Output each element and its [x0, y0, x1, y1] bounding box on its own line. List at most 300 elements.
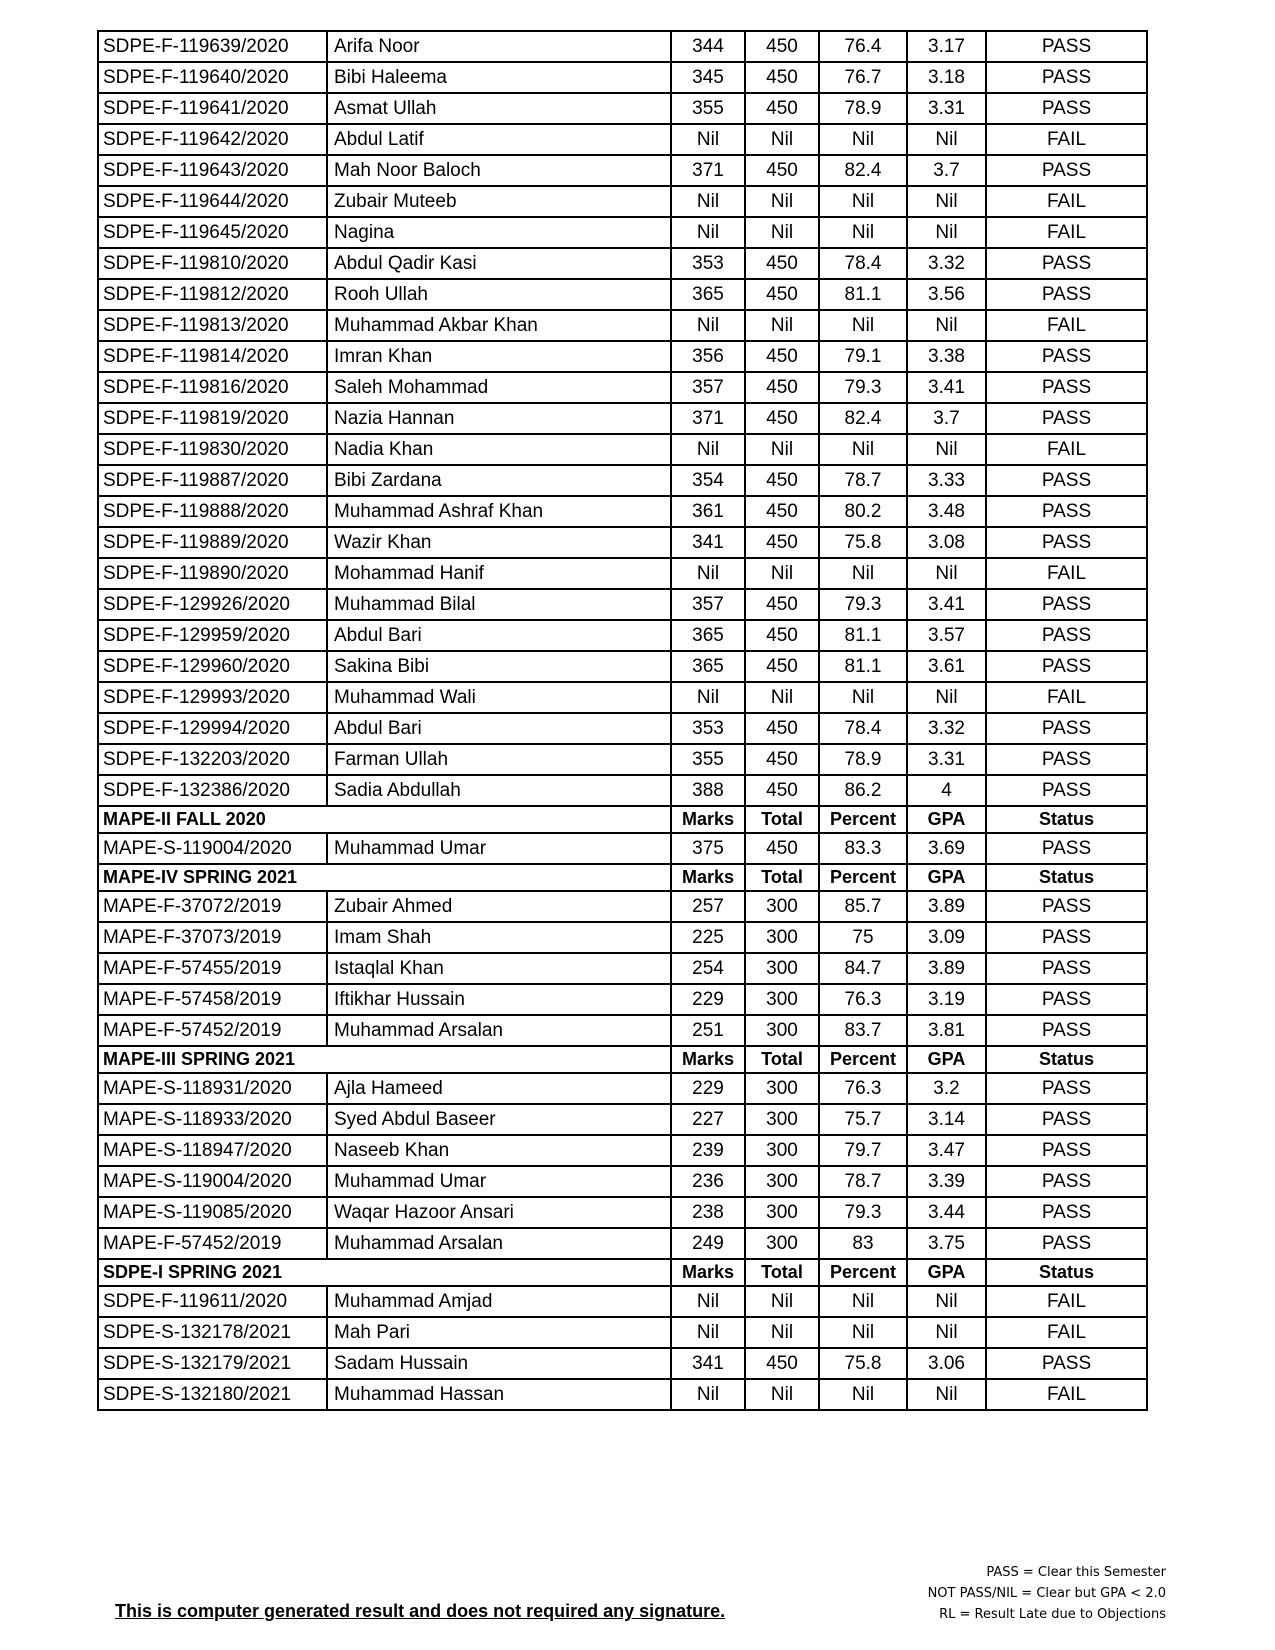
status-cell: PASS — [986, 1228, 1147, 1259]
student-name-cell: Farman Ullah — [327, 744, 671, 775]
registration-cell: SDPE-F-132386/2020 — [98, 775, 327, 806]
gpa-cell: Nil — [907, 124, 986, 155]
student-name-cell: Nagina — [327, 217, 671, 248]
gpa-cell: 3.31 — [907, 744, 986, 775]
total-cell: 450 — [745, 620, 819, 651]
total-cell: 300 — [745, 984, 819, 1015]
student-name-cell: Naseeb Khan — [327, 1135, 671, 1166]
student-name-cell: Muhammad Arsalan — [327, 1228, 671, 1259]
percent-cell: 81.1 — [819, 620, 907, 651]
gpa-cell: 3.08 — [907, 527, 986, 558]
registration-cell: SDPE-F-119888/2020 — [98, 496, 327, 527]
percent-cell: 84.7 — [819, 953, 907, 984]
registration-cell: MAPE-S-118947/2020 — [98, 1135, 327, 1166]
percent-cell: 76.7 — [819, 62, 907, 93]
total-cell: Nil — [745, 186, 819, 217]
gpa-cell: 3.39 — [907, 1166, 986, 1197]
total-cell: 450 — [745, 713, 819, 744]
percent-cell: 80.2 — [819, 496, 907, 527]
registration-cell: SDPE-F-119819/2020 — [98, 403, 327, 434]
table-row — [98, 1015, 1147, 1046]
registration-cell: SDPE-S-132180/2021 — [98, 1379, 327, 1410]
percent-cell: 75 — [819, 922, 907, 953]
total-cell: Nil — [745, 1286, 819, 1317]
percent-cell: Percent — [819, 806, 907, 833]
student-name-cell: Abdul Bari — [327, 713, 671, 744]
section-title: MAPE-III SPRING 2021 — [98, 1046, 671, 1073]
student-name-cell: Muhammad Ashraf Khan — [327, 496, 671, 527]
student-name-cell: Mah Noor Baloch — [327, 155, 671, 186]
registration-cell: SDPE-F-119641/2020 — [98, 93, 327, 124]
registration-cell: SDPE-F-119643/2020 — [98, 155, 327, 186]
marks-cell: Nil — [671, 682, 745, 713]
student-name-cell: Muhammad Arsalan — [327, 1015, 671, 1046]
result-table-body — [98, 31, 1147, 1410]
registration-cell: MAPE-S-119004/2020 — [98, 833, 327, 864]
marks-cell: 354 — [671, 465, 745, 496]
total-cell: 450 — [745, 1348, 819, 1379]
table-row — [98, 1073, 1147, 1104]
gpa-cell: 3.14 — [907, 1104, 986, 1135]
total-cell: 450 — [745, 62, 819, 93]
table-row — [98, 1317, 1147, 1348]
gpa-cell: 3.38 — [907, 341, 986, 372]
registration-cell: SDPE-F-119830/2020 — [98, 434, 327, 465]
gpa-cell: 3.69 — [907, 833, 986, 864]
student-name-cell: Asmat Ullah — [327, 93, 671, 124]
percent-cell: 83 — [819, 1228, 907, 1259]
status-cell: FAIL — [986, 217, 1147, 248]
percent-cell: 75.7 — [819, 1104, 907, 1135]
status-cell: PASS — [986, 93, 1147, 124]
legend-not-pass: NOT PASS/NIL = Clear but GPA < 2.0 — [927, 1586, 1166, 1601]
table-row — [98, 155, 1147, 186]
marks-cell: Nil — [671, 558, 745, 589]
gpa-cell: 3.57 — [907, 620, 986, 651]
status-cell: PASS — [986, 62, 1147, 93]
gpa-cell: 4 — [907, 775, 986, 806]
marks-cell: 375 — [671, 833, 745, 864]
registration-cell: MAPE-S-118933/2020 — [98, 1104, 327, 1135]
student-name-cell: Muhammad Hassan — [327, 1379, 671, 1410]
total-cell: 450 — [745, 775, 819, 806]
table-row — [98, 372, 1147, 403]
legend-result-late: RL = Result Late due to Objections — [939, 1607, 1166, 1622]
status-cell: Status — [986, 1046, 1147, 1073]
registration-cell: SDPE-F-119642/2020 — [98, 124, 327, 155]
percent-cell: 78.7 — [819, 465, 907, 496]
total-cell: 450 — [745, 744, 819, 775]
gpa-cell: 3.44 — [907, 1197, 986, 1228]
total-cell: 450 — [745, 527, 819, 558]
gpa-cell: 3.33 — [907, 465, 986, 496]
percent-cell: 82.4 — [819, 403, 907, 434]
gpa-cell: 3.48 — [907, 496, 986, 527]
status-cell: PASS — [986, 953, 1147, 984]
registration-cell: MAPE-F-57452/2019 — [98, 1228, 327, 1259]
registration-cell: SDPE-F-129926/2020 — [98, 589, 327, 620]
percent-cell: 79.3 — [819, 1197, 907, 1228]
table-row — [98, 403, 1147, 434]
registration-cell: SDPE-S-132179/2021 — [98, 1348, 327, 1379]
percent-cell: 76.3 — [819, 984, 907, 1015]
percent-cell: 78.7 — [819, 1166, 907, 1197]
registration-cell: SDPE-F-119889/2020 — [98, 527, 327, 558]
status-cell: FAIL — [986, 434, 1147, 465]
status-cell: PASS — [986, 1348, 1147, 1379]
gpa-cell: 3.7 — [907, 155, 986, 186]
registration-cell: SDPE-F-119639/2020 — [98, 31, 327, 62]
registration-cell: MAPE-S-119004/2020 — [98, 1166, 327, 1197]
student-name-cell: Rooh Ullah — [327, 279, 671, 310]
registration-cell: SDPE-F-129994/2020 — [98, 713, 327, 744]
student-name-cell: Abdul Bari — [327, 620, 671, 651]
marks-cell: Marks — [671, 806, 745, 833]
registration-cell: SDPE-F-119887/2020 — [98, 465, 327, 496]
total-cell: 300 — [745, 1104, 819, 1135]
registration-cell: MAPE-S-119085/2020 — [98, 1197, 327, 1228]
registration-cell: SDPE-F-119810/2020 — [98, 248, 327, 279]
percent-cell: 75.8 — [819, 1348, 907, 1379]
student-name-cell: Zubair Muteeb — [327, 186, 671, 217]
total-cell: 300 — [745, 1228, 819, 1259]
status-cell: FAIL — [986, 1379, 1147, 1410]
marks-cell: 353 — [671, 248, 745, 279]
section-header-row — [98, 806, 1147, 833]
section-header-row — [98, 1259, 1147, 1286]
status-cell: FAIL — [986, 124, 1147, 155]
percent-cell: Percent — [819, 864, 907, 891]
gpa-cell: Nil — [907, 310, 986, 341]
table-row — [98, 527, 1147, 558]
table-row — [98, 279, 1147, 310]
total-cell: 450 — [745, 31, 819, 62]
table-row — [98, 434, 1147, 465]
gpa-cell: 3.47 — [907, 1135, 986, 1166]
gpa-cell: 3.41 — [907, 589, 986, 620]
student-name-cell: Abdul Latif — [327, 124, 671, 155]
total-cell: 300 — [745, 1166, 819, 1197]
gpa-cell: 3.2 — [907, 1073, 986, 1104]
marks-cell: 361 — [671, 496, 745, 527]
table-row — [98, 496, 1147, 527]
gpa-cell: 3.81 — [907, 1015, 986, 1046]
marks-cell: 365 — [671, 620, 745, 651]
status-cell: PASS — [986, 713, 1147, 744]
status-cell: FAIL — [986, 310, 1147, 341]
registration-cell: MAPE-S-118931/2020 — [98, 1073, 327, 1104]
percent-cell: 79.7 — [819, 1135, 907, 1166]
status-cell: PASS — [986, 1197, 1147, 1228]
percent-cell: Percent — [819, 1259, 907, 1286]
section-title: MAPE-IV SPRING 2021 — [98, 864, 671, 891]
table-row — [98, 713, 1147, 744]
total-cell: 300 — [745, 1197, 819, 1228]
percent-cell: 79.1 — [819, 341, 907, 372]
gpa-cell: 3.32 — [907, 713, 986, 744]
gpa-cell: 3.31 — [907, 93, 986, 124]
marks-cell: Nil — [671, 310, 745, 341]
status-cell: Status — [986, 1259, 1147, 1286]
section-header-row — [98, 1046, 1147, 1073]
total-cell: 300 — [745, 953, 819, 984]
table-row — [98, 589, 1147, 620]
total-cell: 450 — [745, 279, 819, 310]
marks-cell: 371 — [671, 403, 745, 434]
total-cell: 300 — [745, 891, 819, 922]
gpa-cell: 3.89 — [907, 891, 986, 922]
percent-cell: 82.4 — [819, 155, 907, 186]
table-row — [98, 217, 1147, 248]
marks-cell: 341 — [671, 527, 745, 558]
total-cell: 450 — [745, 651, 819, 682]
total-cell: Nil — [745, 1379, 819, 1410]
marks-cell: 236 — [671, 1166, 745, 1197]
marks-cell: 355 — [671, 744, 745, 775]
student-name-cell: Sadam Hussain — [327, 1348, 671, 1379]
gpa-cell: Nil — [907, 1379, 986, 1410]
table-row — [98, 1197, 1147, 1228]
percent-cell: 76.3 — [819, 1073, 907, 1104]
status-cell: PASS — [986, 589, 1147, 620]
registration-cell: MAPE-F-57452/2019 — [98, 1015, 327, 1046]
percent-cell: Nil — [819, 682, 907, 713]
marks-cell: Nil — [671, 434, 745, 465]
percent-cell: 81.1 — [819, 279, 907, 310]
gpa-cell: 3.56 — [907, 279, 986, 310]
gpa-cell: 3.09 — [907, 922, 986, 953]
marks-cell: 251 — [671, 1015, 745, 1046]
status-cell: Status — [986, 864, 1147, 891]
marks-cell: Marks — [671, 1046, 745, 1073]
registration-cell: SDPE-F-119640/2020 — [98, 62, 327, 93]
registration-cell: SDPE-F-129993/2020 — [98, 682, 327, 713]
legend-pass: PASS = Clear this Semester — [986, 1565, 1166, 1580]
status-cell: Status — [986, 806, 1147, 833]
table-row — [98, 1166, 1147, 1197]
marks-cell: 229 — [671, 1073, 745, 1104]
gpa-cell: GPA — [907, 1259, 986, 1286]
status-cell: FAIL — [986, 1286, 1147, 1317]
student-name-cell: Muhammad Umar — [327, 1166, 671, 1197]
gpa-cell: Nil — [907, 186, 986, 217]
status-cell: FAIL — [986, 558, 1147, 589]
student-name-cell: Saleh Mohammad — [327, 372, 671, 403]
total-cell: Nil — [745, 434, 819, 465]
registration-cell: SDPE-F-119890/2020 — [98, 558, 327, 589]
table-row — [98, 1379, 1147, 1410]
footer-disclaimer: This is computer generated result and does not required any signature. — [115, 1601, 726, 1621]
student-name-cell: Arifa Noor — [327, 31, 671, 62]
status-cell: PASS — [986, 744, 1147, 775]
student-name-cell: Bibi Haleema — [327, 62, 671, 93]
total-cell: Nil — [745, 217, 819, 248]
table-row — [98, 558, 1147, 589]
result-table — [97, 30, 1148, 1411]
student-name-cell: Mohammad Hanif — [327, 558, 671, 589]
marks-cell: 341 — [671, 1348, 745, 1379]
registration-cell: SDPE-F-119611/2020 — [98, 1286, 327, 1317]
student-name-cell: Waqar Hazoor Ansari — [327, 1197, 671, 1228]
gpa-cell: Nil — [907, 1317, 986, 1348]
total-cell: Total — [745, 1259, 819, 1286]
gpa-cell: 3.89 — [907, 953, 986, 984]
total-cell: 450 — [745, 372, 819, 403]
gpa-cell: GPA — [907, 864, 986, 891]
table-row — [98, 922, 1147, 953]
status-cell: PASS — [986, 1015, 1147, 1046]
table-row — [98, 124, 1147, 155]
total-cell: 300 — [745, 1135, 819, 1166]
status-cell: PASS — [986, 496, 1147, 527]
marks-cell: Nil — [671, 1379, 745, 1410]
student-name-cell: Muhammad Akbar Khan — [327, 310, 671, 341]
student-name-cell: Wazir Khan — [327, 527, 671, 558]
status-cell: PASS — [986, 620, 1147, 651]
student-name-cell: Mah Pari — [327, 1317, 671, 1348]
percent-cell: 76.4 — [819, 31, 907, 62]
gpa-cell: 3.17 — [907, 31, 986, 62]
marks-cell: 254 — [671, 953, 745, 984]
percent-cell: Nil — [819, 310, 907, 341]
marks-cell: 238 — [671, 1197, 745, 1228]
total-cell: 450 — [745, 833, 819, 864]
total-cell: Total — [745, 806, 819, 833]
registration-cell: MAPE-F-57458/2019 — [98, 984, 327, 1015]
table-row — [98, 1228, 1147, 1259]
status-cell: PASS — [986, 1135, 1147, 1166]
registration-cell: SDPE-S-132178/2021 — [98, 1317, 327, 1348]
total-cell: 450 — [745, 155, 819, 186]
table-row — [98, 953, 1147, 984]
status-cell: PASS — [986, 248, 1147, 279]
status-cell: PASS — [986, 403, 1147, 434]
table-row — [98, 984, 1147, 1015]
gpa-cell: 3.06 — [907, 1348, 986, 1379]
percent-cell: 85.7 — [819, 891, 907, 922]
percent-cell: 83.3 — [819, 833, 907, 864]
registration-cell: SDPE-F-119816/2020 — [98, 372, 327, 403]
marks-cell: 388 — [671, 775, 745, 806]
gpa-cell: 3.19 — [907, 984, 986, 1015]
marks-cell: 365 — [671, 651, 745, 682]
percent-cell: 78.4 — [819, 248, 907, 279]
table-row — [98, 465, 1147, 496]
status-cell: PASS — [986, 372, 1147, 403]
marks-cell: 249 — [671, 1228, 745, 1259]
total-cell: Total — [745, 864, 819, 891]
percent-cell: 79.3 — [819, 372, 907, 403]
total-cell: Nil — [745, 558, 819, 589]
status-cell: PASS — [986, 1104, 1147, 1135]
section-title: MAPE-II FALL 2020 — [98, 806, 671, 833]
total-cell: 300 — [745, 1073, 819, 1104]
total-cell: 300 — [745, 922, 819, 953]
percent-cell: 79.3 — [819, 589, 907, 620]
status-cell: PASS — [986, 922, 1147, 953]
percent-cell: 78.9 — [819, 93, 907, 124]
registration-cell: SDPE-F-119645/2020 — [98, 217, 327, 248]
student-name-cell: Muhammad Umar — [327, 833, 671, 864]
table-row — [98, 620, 1147, 651]
percent-cell: 83.7 — [819, 1015, 907, 1046]
total-cell: 450 — [745, 93, 819, 124]
status-cell: PASS — [986, 527, 1147, 558]
marks-cell: 344 — [671, 31, 745, 62]
section-header-row — [98, 864, 1147, 891]
percent-cell: Nil — [819, 217, 907, 248]
table-row — [98, 341, 1147, 372]
student-name-cell: Bibi Zardana — [327, 465, 671, 496]
student-name-cell: Syed Abdul Baseer — [327, 1104, 671, 1135]
percent-cell: Percent — [819, 1046, 907, 1073]
table-row — [98, 1104, 1147, 1135]
student-name-cell: Iftikhar Hussain — [327, 984, 671, 1015]
table-row — [98, 775, 1147, 806]
total-cell: Nil — [745, 1317, 819, 1348]
percent-cell: Nil — [819, 1286, 907, 1317]
student-name-cell: Muhammad Bilal — [327, 589, 671, 620]
gpa-cell: Nil — [907, 217, 986, 248]
gpa-cell: 3.7 — [907, 403, 986, 434]
gpa-cell: Nil — [907, 682, 986, 713]
percent-cell: 78.4 — [819, 713, 907, 744]
gpa-cell: 3.18 — [907, 62, 986, 93]
marks-cell: 225 — [671, 922, 745, 953]
status-cell: PASS — [986, 651, 1147, 682]
status-cell: FAIL — [986, 186, 1147, 217]
gpa-cell: 3.32 — [907, 248, 986, 279]
marks-cell: 357 — [671, 589, 745, 620]
gpa-cell: Nil — [907, 1286, 986, 1317]
table-row — [98, 1286, 1147, 1317]
marks-cell: Nil — [671, 217, 745, 248]
table-row — [98, 93, 1147, 124]
gpa-cell: GPA — [907, 1046, 986, 1073]
total-cell: 450 — [745, 589, 819, 620]
student-name-cell: Sadia Abdullah — [327, 775, 671, 806]
total-cell: Total — [745, 1046, 819, 1073]
status-cell: PASS — [986, 465, 1147, 496]
registration-cell: MAPE-F-37072/2019 — [98, 891, 327, 922]
gpa-cell: GPA — [907, 806, 986, 833]
registration-cell: SDPE-F-132203/2020 — [98, 744, 327, 775]
marks-cell: 239 — [671, 1135, 745, 1166]
student-name-cell: Nadia Khan — [327, 434, 671, 465]
registration-cell: SDPE-F-119644/2020 — [98, 186, 327, 217]
marks-cell: Nil — [671, 186, 745, 217]
table-row — [98, 31, 1147, 62]
total-cell: 450 — [745, 496, 819, 527]
registration-cell: SDPE-F-129959/2020 — [98, 620, 327, 651]
marks-cell: Nil — [671, 1317, 745, 1348]
table-row — [98, 651, 1147, 682]
percent-cell: 78.9 — [819, 744, 907, 775]
status-cell: FAIL — [986, 682, 1147, 713]
student-name-cell: Sakina Bibi — [327, 651, 671, 682]
gpa-cell: 3.61 — [907, 651, 986, 682]
total-cell: Nil — [745, 310, 819, 341]
table-row — [98, 186, 1147, 217]
status-cell: PASS — [986, 984, 1147, 1015]
marks-cell: 355 — [671, 93, 745, 124]
marks-cell: 227 — [671, 1104, 745, 1135]
table-row — [98, 1135, 1147, 1166]
marks-cell: Nil — [671, 1286, 745, 1317]
marks-cell: 345 — [671, 62, 745, 93]
table-row — [98, 248, 1147, 279]
percent-cell: Nil — [819, 1317, 907, 1348]
